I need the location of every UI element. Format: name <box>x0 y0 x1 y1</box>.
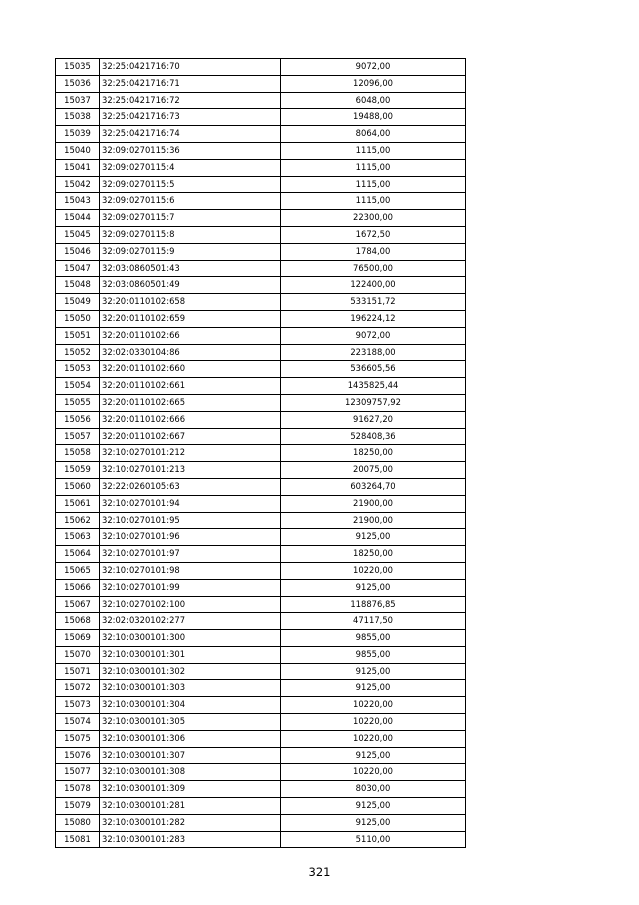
value-cell: 9072,00 <box>281 327 466 344</box>
cadastral-number-cell: 32:10:0270101:212 <box>100 445 281 462</box>
value-cell: 12309757,92 <box>281 394 466 411</box>
cadastral-number-cell: 32:09:0270115:6 <box>100 193 281 210</box>
cadastral-number-cell: 32:09:0270115:36 <box>100 142 281 159</box>
row-number-cell: 15052 <box>56 344 100 361</box>
table-row <box>56 260 466 277</box>
value-cell: 6048,00 <box>281 92 466 109</box>
value-cell: 12096,00 <box>281 75 466 92</box>
table-row <box>56 529 466 546</box>
row-number-cell: 15064 <box>56 546 100 563</box>
row-number-cell: 15037 <box>56 92 100 109</box>
table-row <box>56 226 466 243</box>
value-cell: 8064,00 <box>281 126 466 143</box>
row-number-cell: 15075 <box>56 730 100 747</box>
row-number-cell: 15076 <box>56 747 100 764</box>
table-row <box>56 176 466 193</box>
value-cell: 118876,85 <box>281 596 466 613</box>
table-row <box>56 512 466 529</box>
cadastral-number-cell: 32:25:0421716:71 <box>100 75 281 92</box>
value-cell: 5110,00 <box>281 831 466 848</box>
row-number-cell: 15068 <box>56 613 100 630</box>
cadastral-number-cell: 32:20:0110102:667 <box>100 428 281 445</box>
value-cell: 9125,00 <box>281 747 466 764</box>
table-row <box>56 75 466 92</box>
row-number-cell: 15063 <box>56 529 100 546</box>
row-number-cell: 15050 <box>56 310 100 327</box>
cadastral-number-cell: 32:20:0110102:659 <box>100 310 281 327</box>
value-cell: 10220,00 <box>281 764 466 781</box>
cadastral-value-table <box>55 58 466 848</box>
value-cell: 122400,00 <box>281 277 466 294</box>
value-cell: 536605,56 <box>281 361 466 378</box>
table-row <box>56 142 466 159</box>
row-number-cell: 15043 <box>56 193 100 210</box>
row-number-cell: 15060 <box>56 478 100 495</box>
value-cell: 9125,00 <box>281 798 466 815</box>
table-row <box>56 747 466 764</box>
table-row <box>56 613 466 630</box>
row-number-cell: 15067 <box>56 596 100 613</box>
table-row <box>56 680 466 697</box>
cadastral-number-cell: 32:20:0110102:661 <box>100 378 281 395</box>
table-row <box>56 277 466 294</box>
table-row <box>56 579 466 596</box>
cadastral-number-cell: 32:10:0270101:95 <box>100 512 281 529</box>
row-number-cell: 15074 <box>56 714 100 731</box>
value-cell: 9125,00 <box>281 579 466 596</box>
cadastral-number-cell: 32:09:0270115:7 <box>100 210 281 227</box>
value-cell: 1115,00 <box>281 142 466 159</box>
cadastral-number-cell: 32:02:0320102:277 <box>100 613 281 630</box>
row-number-cell: 15049 <box>56 294 100 311</box>
cadastral-number-cell: 32:10:0300101:283 <box>100 831 281 848</box>
value-cell: 10220,00 <box>281 697 466 714</box>
table-row <box>56 126 466 143</box>
row-number-cell: 15077 <box>56 764 100 781</box>
table-row <box>56 109 466 126</box>
row-number-cell: 15042 <box>56 176 100 193</box>
cadastral-number-cell: 32:20:0110102:658 <box>100 294 281 311</box>
table-row <box>56 394 466 411</box>
value-cell: 528408,36 <box>281 428 466 445</box>
table-row <box>56 59 466 76</box>
row-number-cell: 15057 <box>56 428 100 445</box>
table-row <box>56 294 466 311</box>
cadastral-number-cell: 32:10:0300101:304 <box>100 697 281 714</box>
value-cell: 10220,00 <box>281 730 466 747</box>
row-number-cell: 15078 <box>56 781 100 798</box>
table-row <box>56 697 466 714</box>
table-row <box>56 663 466 680</box>
table-row <box>56 344 466 361</box>
value-cell: 1784,00 <box>281 243 466 260</box>
table-row <box>56 798 466 815</box>
value-cell: 18250,00 <box>281 546 466 563</box>
cadastral-number-cell: 32:20:0110102:665 <box>100 394 281 411</box>
cadastral-number-cell: 32:10:0300101:305 <box>100 714 281 731</box>
cadastral-number-cell: 32:09:0270115:8 <box>100 226 281 243</box>
table-row <box>56 814 466 831</box>
row-number-cell: 15079 <box>56 798 100 815</box>
table-row <box>56 428 466 445</box>
cadastral-number-cell: 32:20:0110102:66 <box>100 327 281 344</box>
cadastral-number-cell: 32:22:0260105:63 <box>100 478 281 495</box>
cadastral-number-cell: 32:09:0270115:4 <box>100 159 281 176</box>
value-cell: 1115,00 <box>281 193 466 210</box>
table-row <box>56 411 466 428</box>
cadastral-number-cell: 32:10:0300101:307 <box>100 747 281 764</box>
row-number-cell: 15041 <box>56 159 100 176</box>
value-cell: 76500,00 <box>281 260 466 277</box>
table-row <box>56 361 466 378</box>
row-number-cell: 15058 <box>56 445 100 462</box>
table-row <box>56 243 466 260</box>
table-row <box>56 159 466 176</box>
row-number-cell: 15039 <box>56 126 100 143</box>
value-cell: 9125,00 <box>281 529 466 546</box>
value-cell: 10220,00 <box>281 714 466 731</box>
value-cell: 21900,00 <box>281 512 466 529</box>
value-cell: 22300,00 <box>281 210 466 227</box>
row-number-cell: 15044 <box>56 210 100 227</box>
value-cell: 19488,00 <box>281 109 466 126</box>
row-number-cell: 15048 <box>56 277 100 294</box>
row-number-cell: 15055 <box>56 394 100 411</box>
value-cell: 8030,00 <box>281 781 466 798</box>
row-number-cell: 15046 <box>56 243 100 260</box>
cadastral-number-cell: 32:10:0270101:94 <box>100 495 281 512</box>
row-number-cell: 15045 <box>56 226 100 243</box>
cadastral-number-cell: 32:25:0421716:72 <box>100 92 281 109</box>
value-cell: 1672,50 <box>281 226 466 243</box>
value-cell: 9855,00 <box>281 630 466 647</box>
table-row <box>56 327 466 344</box>
value-cell: 196224,12 <box>281 310 466 327</box>
row-number-cell: 15051 <box>56 327 100 344</box>
cadastral-number-cell: 32:20:0110102:666 <box>100 411 281 428</box>
table-row <box>56 730 466 747</box>
table-row <box>56 764 466 781</box>
row-number-cell: 15072 <box>56 680 100 697</box>
cadastral-number-cell: 32:10:0300101:282 <box>100 814 281 831</box>
cadastral-number-cell: 32:10:0300101:301 <box>100 646 281 663</box>
cadastral-number-cell: 32:10:0300101:309 <box>100 781 281 798</box>
cadastral-number-cell: 32:10:0300101:300 <box>100 630 281 647</box>
value-cell: 9125,00 <box>281 663 466 680</box>
value-cell: 223188,00 <box>281 344 466 361</box>
cadastral-number-cell: 32:25:0421716:73 <box>100 109 281 126</box>
value-cell: 603264,70 <box>281 478 466 495</box>
table-row <box>56 310 466 327</box>
cadastral-number-cell: 32:03:0860501:43 <box>100 260 281 277</box>
cadastral-number-cell: 32:10:0270101:213 <box>100 462 281 479</box>
value-cell: 20075,00 <box>281 462 466 479</box>
table-row <box>56 210 466 227</box>
value-cell: 18250,00 <box>281 445 466 462</box>
table-row <box>56 462 466 479</box>
value-cell: 91627,20 <box>281 411 466 428</box>
cadastral-number-cell: 32:03:0860501:49 <box>100 277 281 294</box>
table-row <box>56 630 466 647</box>
table-body <box>56 59 466 848</box>
value-cell: 10220,00 <box>281 562 466 579</box>
value-cell: 21900,00 <box>281 495 466 512</box>
cadastral-number-cell: 32:10:0300101:302 <box>100 663 281 680</box>
row-number-cell: 15059 <box>56 462 100 479</box>
row-number-cell: 15053 <box>56 361 100 378</box>
row-number-cell: 15047 <box>56 260 100 277</box>
row-number-cell: 15071 <box>56 663 100 680</box>
cadastral-number-cell: 32:02:0330104:86 <box>100 344 281 361</box>
row-number-cell: 15070 <box>56 646 100 663</box>
cadastral-number-cell: 32:25:0421716:74 <box>100 126 281 143</box>
row-number-cell: 15040 <box>56 142 100 159</box>
row-number-cell: 15069 <box>56 630 100 647</box>
table-row <box>56 378 466 395</box>
cadastral-number-cell: 32:10:0270102:100 <box>100 596 281 613</box>
value-cell: 1435825,44 <box>281 378 466 395</box>
table-row <box>56 646 466 663</box>
cadastral-number-cell: 32:10:0300101:306 <box>100 730 281 747</box>
cadastral-number-cell: 32:09:0270115:5 <box>100 176 281 193</box>
value-cell: 1115,00 <box>281 176 466 193</box>
cadastral-number-cell: 32:10:0300101:303 <box>100 680 281 697</box>
table-row <box>56 714 466 731</box>
value-cell: 47117,50 <box>281 613 466 630</box>
row-number-cell: 15036 <box>56 75 100 92</box>
cadastral-number-cell: 32:10:0270101:96 <box>100 529 281 546</box>
row-number-cell: 15035 <box>56 59 100 76</box>
table-row <box>56 596 466 613</box>
row-number-cell: 15038 <box>56 109 100 126</box>
row-number-cell: 15056 <box>56 411 100 428</box>
row-number-cell: 15081 <box>56 831 100 848</box>
row-number-cell: 15065 <box>56 562 100 579</box>
value-cell: 9125,00 <box>281 680 466 697</box>
value-cell: 9072,00 <box>281 59 466 76</box>
table-row <box>56 781 466 798</box>
cadastral-number-cell: 32:10:0300101:308 <box>100 764 281 781</box>
cadastral-number-cell: 32:20:0110102:660 <box>100 361 281 378</box>
row-number-cell: 15073 <box>56 697 100 714</box>
table-row <box>56 546 466 563</box>
table-row <box>56 562 466 579</box>
cadastral-number-cell: 32:10:0300101:281 <box>100 798 281 815</box>
value-cell: 9855,00 <box>281 646 466 663</box>
cadastral-number-cell: 32:25:0421716:70 <box>100 59 281 76</box>
value-cell: 9125,00 <box>281 814 466 831</box>
value-cell: 533151,72 <box>281 294 466 311</box>
table-row <box>56 831 466 848</box>
value-cell: 1115,00 <box>281 159 466 176</box>
row-number-cell: 15061 <box>56 495 100 512</box>
table-row <box>56 193 466 210</box>
table-row <box>56 495 466 512</box>
page-number: 321 <box>308 865 331 879</box>
cadastral-number-cell: 32:10:0270101:98 <box>100 562 281 579</box>
row-number-cell: 15080 <box>56 814 100 831</box>
row-number-cell: 15066 <box>56 579 100 596</box>
cadastral-number-cell: 32:10:0270101:99 <box>100 579 281 596</box>
table-row <box>56 478 466 495</box>
row-number-cell: 15062 <box>56 512 100 529</box>
row-number-cell: 15054 <box>56 378 100 395</box>
table-row <box>56 92 466 109</box>
table-row <box>56 445 466 462</box>
cadastral-number-cell: 32:09:0270115:9 <box>100 243 281 260</box>
cadastral-number-cell: 32:10:0270101:97 <box>100 546 281 563</box>
